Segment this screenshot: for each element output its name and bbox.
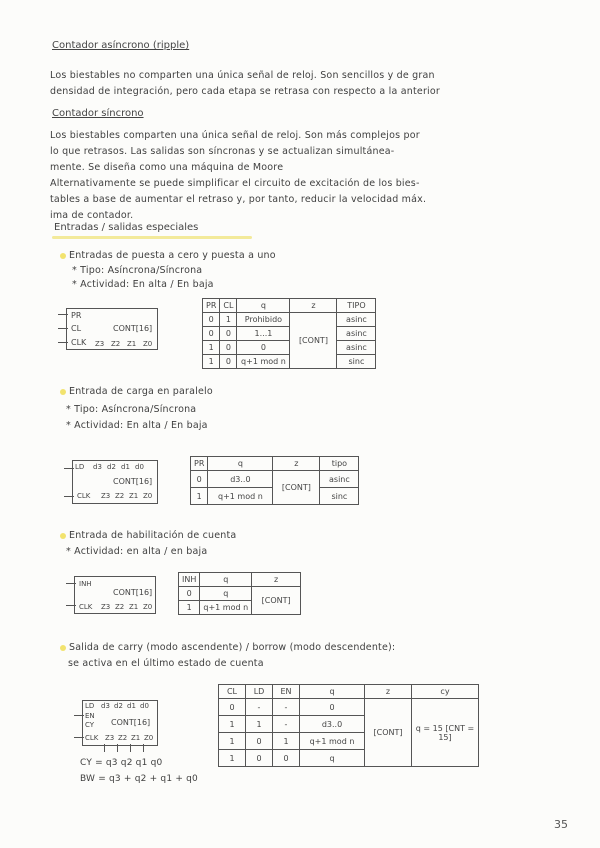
pin-label: d2 [107, 463, 116, 471]
table-header: PR [203, 299, 220, 313]
table-cell: q [200, 587, 252, 601]
sync-line: tables a base de aumentar el retraso y, por tanto, reducir la velocidad máx. [50, 194, 427, 205]
chip-label: CONT[16] [113, 588, 153, 597]
s2-line: * Actividad: En alta / En baja [66, 420, 208, 431]
chip-label: CONT[16] [113, 477, 153, 486]
section-title: Entradas / salidas especiales [54, 222, 199, 233]
table-cell: 1 [191, 488, 208, 505]
table-header: q [208, 457, 273, 471]
pin-label: Z2 [118, 734, 128, 742]
truth-table-4 [218, 684, 479, 767]
table-header: PR [191, 457, 208, 471]
truth-table-1 [202, 298, 376, 369]
table-cell: d3..0 [208, 471, 273, 488]
s1-line: Entradas de puesta a cero y puesta a uno [60, 250, 276, 261]
pin-wire [66, 583, 76, 584]
pin-label: Z2 [115, 603, 125, 611]
table-cell: q+1 mod n [208, 488, 273, 505]
s2-line: Entrada de carga en paralelo [60, 386, 213, 397]
pin-label: Z1 [127, 340, 137, 348]
table-cell: - [273, 716, 300, 733]
pin-wire [66, 605, 76, 606]
s2-line: * Tipo: Asíncrona/Síncrona [66, 404, 197, 415]
pin-wire [117, 744, 118, 752]
table-cell: 0 [246, 733, 273, 750]
pin-label: CLK [71, 338, 87, 347]
table-cell: q+1 mod n [200, 601, 252, 615]
table-cell: 0 [203, 313, 220, 327]
table-header: z [252, 573, 301, 587]
table-cell: asinc [320, 471, 359, 488]
sync-line: ima de contador. [50, 210, 134, 221]
pin-label: CL [71, 324, 82, 333]
pin-label: Z0 [144, 734, 154, 742]
table-cell: 1 [203, 355, 220, 369]
borrow-equation: BW = q3 + q2 + q1 + q0 [80, 774, 198, 784]
section-highlight [52, 236, 252, 239]
pin-label: CLK [79, 603, 93, 611]
pin-wire [143, 744, 144, 752]
sync-line: Alternativamente se puede simplificar el circuito de excitación de los bies- [50, 178, 420, 189]
s4-line: Salida de carry (modo ascendente) / borrow (modo descendente): [60, 642, 395, 653]
table-header: CL [219, 685, 246, 699]
bullet-dot [60, 253, 66, 259]
table-cell: sinc [337, 355, 376, 369]
counter-chip-2 [72, 460, 158, 504]
pin-label: Z1 [129, 492, 139, 500]
table-cell: 0 [191, 471, 208, 488]
pin-label: Z3 [101, 492, 111, 500]
pin-label: PR [71, 311, 82, 320]
pin-wire [130, 744, 131, 752]
table-header: z [290, 299, 337, 313]
table-cell: [CONT] [252, 587, 301, 615]
table-cell: 1 [273, 733, 300, 750]
table-header: CL [220, 299, 237, 313]
counter-chip-1 [66, 308, 158, 350]
sync-line: mente. Se diseña como una máquina de Moore [50, 162, 284, 173]
page-number: 35 [554, 818, 568, 831]
table-cell: 1 [219, 716, 246, 733]
table-cell: q = 15 [CNT = 15] [412, 699, 479, 767]
table-cell: 0 [237, 341, 290, 355]
table-header: q [200, 573, 252, 587]
pin-label: d0 [140, 702, 149, 710]
table-cell: - [273, 699, 300, 716]
pin-wire [74, 737, 84, 738]
pin-label: Z1 [129, 603, 139, 611]
table-cell: 0 [300, 699, 365, 716]
table-header: LD [246, 685, 273, 699]
table-cell: 0 [220, 355, 237, 369]
table-header: q [300, 685, 365, 699]
pin-label: Z2 [115, 492, 125, 500]
pin-wire [64, 468, 74, 469]
pin-label: d1 [121, 463, 130, 471]
bullet-dot [60, 533, 66, 539]
pin-label: LD [75, 463, 85, 471]
pin-wire [74, 715, 84, 716]
table-cell: 1...1 [237, 327, 290, 341]
pin-label: INH [79, 580, 92, 588]
sync-line: lo que retrasos. Las salidas son síncronas y se actualizan simultánea- [50, 146, 395, 157]
table-cell: [CONT] [365, 699, 412, 767]
table-cell: q+1 mod n [300, 733, 365, 750]
table-cell: q+1 mod n [237, 355, 290, 369]
table-cell: [CONT] [290, 313, 337, 369]
pin-label: Z0 [143, 492, 153, 500]
table-cell: sinc [320, 488, 359, 505]
pin-label: Z2 [111, 340, 121, 348]
intro-line: Los biestables no comparten una única señal de reloj. Son sencillos y de gran [50, 70, 435, 81]
intro-line: densidad de integración, pero cada etapa se retrasa con respecto a la anterior [50, 86, 441, 97]
table-header: TIPO [337, 299, 376, 313]
pin-label: CLK [85, 734, 99, 742]
truth-table-2 [190, 456, 359, 505]
pin-label: Z3 [101, 603, 111, 611]
heading-synchronous-counter: Contador síncrono [52, 108, 144, 119]
s1-line: * Tipo: Asíncrona/Síncrona [72, 265, 203, 276]
pin-wire [58, 342, 68, 343]
table-header: z [273, 457, 320, 471]
pin-label: Z0 [143, 603, 153, 611]
bullet-dot [60, 645, 66, 651]
s4-line: se activa en el último estado de cuenta [68, 658, 264, 669]
pin-label: Z0 [143, 340, 153, 348]
bullet-dot [60, 389, 66, 395]
table-cell: 0 [219, 699, 246, 716]
table-cell: 0 [246, 750, 273, 767]
table-header: cy [412, 685, 479, 699]
table-header: q [237, 299, 290, 313]
table-header: z [365, 685, 412, 699]
table-cell: 1 [219, 750, 246, 767]
table-cell: q [300, 750, 365, 767]
carry-equation: CY = q3 q2 q1 q0 [80, 758, 163, 768]
s1-line: * Actividad: En alta / En baja [72, 279, 214, 290]
pin-label: d2 [114, 702, 123, 710]
table-cell: Prohibido [237, 313, 290, 327]
pin-wire [58, 314, 68, 315]
table-header: EN [273, 685, 300, 699]
chip-label: CONT[16] [113, 324, 153, 333]
pin-label: d0 [135, 463, 144, 471]
table-cell: asinc [337, 313, 376, 327]
pin-label: Z3 [105, 734, 115, 742]
pin-label: CLK [77, 492, 91, 500]
pin-label: d3 [101, 702, 110, 710]
s3-line: * Actividad: en alta / en baja [66, 546, 208, 557]
pin-label: Z1 [131, 734, 141, 742]
pin-wire [104, 744, 105, 752]
table-cell: 0 [179, 587, 200, 601]
pin-wire [64, 496, 74, 497]
table-cell: 1 [220, 313, 237, 327]
table-cell: 1 [203, 341, 220, 355]
table-cell: asinc [337, 327, 376, 341]
counter-chip-3 [74, 576, 156, 614]
table-header: tipo [320, 457, 359, 471]
table-cell: d3..0 [300, 716, 365, 733]
table-cell: 0 [273, 750, 300, 767]
counter-chip-4 [82, 700, 158, 746]
sync-line: Los biestables comparten una única señal de reloj. Son más complejos por [50, 130, 420, 141]
table-cell: 0 [220, 327, 237, 341]
heading-asynchronous-counter: Contador asíncrono (ripple) [52, 40, 190, 51]
table-cell: 0 [220, 341, 237, 355]
table-cell: 1 [219, 733, 246, 750]
s3-line: Entrada de habilitación de cuenta [60, 530, 236, 541]
pin-label: d3 [93, 463, 102, 471]
table-cell: asinc [337, 341, 376, 355]
table-cell: 1 [179, 601, 200, 615]
pin-wire [58, 328, 68, 329]
table-cell: 0 [203, 327, 220, 341]
table-cell: - [246, 699, 273, 716]
table-cell: 1 [246, 716, 273, 733]
table-cell: [CONT] [273, 471, 320, 505]
pin-label: LD [85, 702, 95, 710]
chip-label: CONT[16] [111, 718, 151, 727]
pin-label: CY [85, 721, 95, 729]
pin-label: d1 [127, 702, 136, 710]
truth-table-3 [178, 572, 301, 615]
pin-label: Z3 [95, 340, 105, 348]
pin-label: EN [85, 712, 95, 720]
table-header: INH [179, 573, 200, 587]
